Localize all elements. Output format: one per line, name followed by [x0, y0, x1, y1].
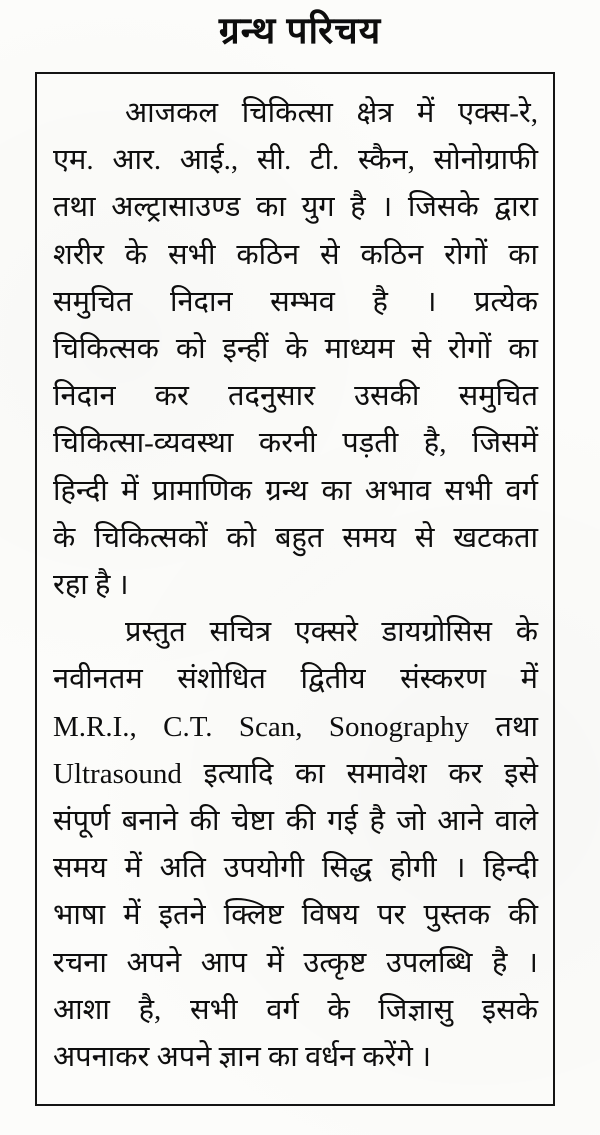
- text-line-p1-l10: के चिकित्सकों को बहुत समय से खटकता: [53, 521, 538, 554]
- text-line-p1-l11: रहा है ।: [53, 569, 129, 602]
- page-title: ग्रन्थ परिचय: [218, 11, 382, 52]
- text-line-p2-l7: भाषा में इतने क्लिष्ट विषय पर पुस्तक की: [53, 899, 538, 932]
- text-line-p2-l1: प्रस्तुत सचित्र एक्सरे डायग्रोसिस के: [125, 616, 538, 649]
- bordered-text-box: [35, 72, 555, 1106]
- text-line-p2-l9: आशा है, सभी वर्ग के जिज्ञासु इसके: [53, 993, 538, 1026]
- text-line-p2-l10: अपनाकर अपने ज्ञान का वर्धन करेंगे ।: [53, 1041, 432, 1074]
- text-line-p1-l3: तथा अल्ट्रासाउण्ड का युग है । जिसके द्वारा: [53, 191, 538, 224]
- text-line-p2-l5: संपूर्ण बनाने की चेष्टा की गई है जो आने वाले: [53, 805, 538, 838]
- text-line-p2-l3: M.R.I., C.T. Scan, Sonography तथा: [53, 710, 538, 743]
- text-line-p2-l8: रचना अपने आप में उत्कृष्ट उपलब्धि है ।: [53, 946, 538, 979]
- text-line-p1-l6: चिकित्सक को इन्हीं के माध्यम से रोगों का: [53, 333, 538, 366]
- text-line-p2-l6: समय में अति उपयोगी सिद्ध होगी । हिन्दी: [53, 852, 538, 885]
- text-line-p2-l2: नवीनतम संशोधित द्वितीय संस्करण में: [53, 663, 538, 696]
- text-line-p1-l2: एम. आर. आई., सी. टी. स्कैन, सोनोग्राफी: [53, 144, 538, 177]
- text-line-p1-l5: समुचित निदान सम्भव है । प्रत्येक: [53, 285, 538, 318]
- text-line-p1-l8: चिकित्सा-व्यवस्था करनी पड़ती है, जिसमें: [53, 427, 538, 460]
- text-line-p1-l7: निदान कर तदनुसार उसकी समुचित: [53, 380, 538, 413]
- text-line-p1-l9: हिन्दी में प्रामाणिक ग्रन्थ का अभाव सभी वर्ग: [53, 474, 538, 507]
- text-line-p1-l4: शरीर के सभी कठिन से कठिन रोगों का: [53, 238, 538, 271]
- text-line-p2-l4: Ultrasound इत्यादि का समावेश कर इसे: [53, 757, 538, 790]
- text-line-p1-l1: आजकल चिकित्सा क्षेत्र में एक्स-रे,: [125, 97, 538, 129]
